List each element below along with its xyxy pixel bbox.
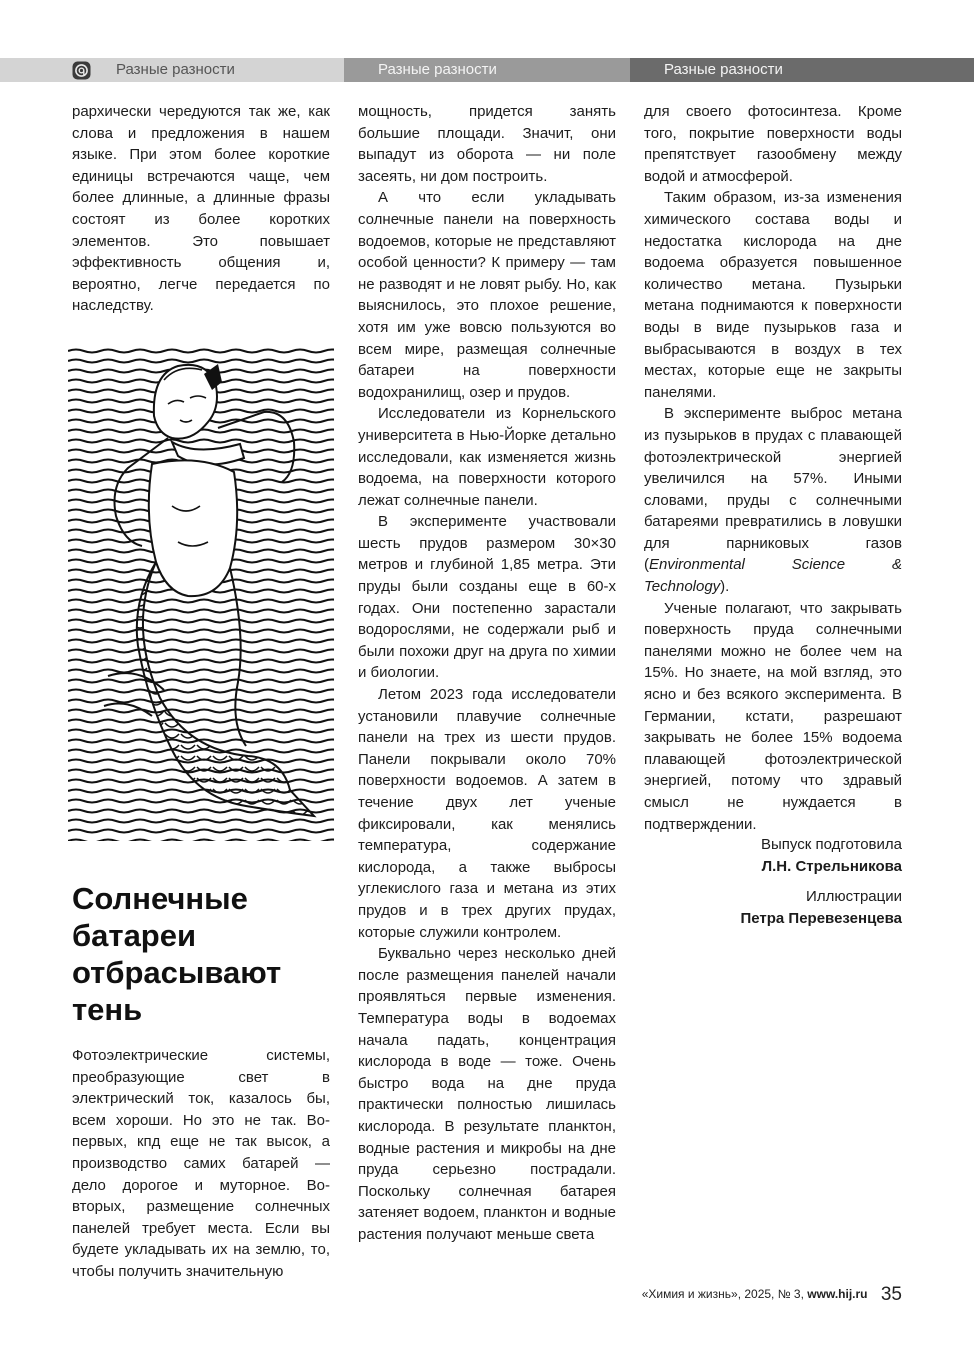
article-paragraph: Буквально через несколько дней после размещения панелей начали проявляться первые изменения. Температура воды в водоемах начала падать, концентрация кислорода в воде — тоже. Очень быстро вода на дне пруда практически полностью лишилась кислорода. В результате планктон, водные растения и микробы на дне пруда серьезно пострадали. Поскольку солнечная батарея затеняет водоем, планктон и водные растения получают меньше света <box>358 945 616 1243</box>
credits-prepared <box>644 834 902 877</box>
page-number: 35 <box>880 1284 902 1305</box>
column-1-bottom <box>72 1045 330 1283</box>
article-paragraph: Ученые полагают, что закрывать поверхность пруда солнечными панелями можно не более чем на 15%. Но знаете, на мой взгляд, это ясно и без всякого эксперимента. В Германии, кстати, разрешают закрывать не более 15% водоема плавающей фотоэлектрической энергией, потому что здравый смысл не нуждается в подтверждении. <box>644 599 902 833</box>
credits-illustrations <box>644 886 902 929</box>
article-paragraph: для своего фотосинтеза. Кроме того, покрытие поверхности воды препятствует газообмену между водой и атмосферой. <box>644 103 902 185</box>
article-paragraph: рархически чередуются так же, как слова и предложения в нашем языке. При этом более короткие единицы встречаются чаще, чем более длинные, а длинные фразы состоят из более коротких элементов. Это повышает эффективность общения и, вероятно, легче передается по наследству. <box>72 103 330 315</box>
section-header <box>0 58 974 82</box>
journal-logo-icon <box>72 61 91 80</box>
article-paragraph: Таким образом, из-за изменения химического состава воды и недостатка кислорода на дне водоема образуется повышенное количество метана. Пузырьки метана поднимаются к поверхности воды в виде пузырьков газа и выбрасываются в воздух в тех местах, которые еще не закрыты панелями. <box>644 189 902 401</box>
paragraph-text: ). <box>720 578 730 596</box>
column-3 <box>644 101 902 835</box>
credit-role: Иллюстрации <box>806 888 902 905</box>
article-paragraph: Фотоэлектрические системы, преобразующие свет в электрический ток, казалось бы, всем хороши. Но это не так. Во-первых, кпд еще не так высок, а производство самих батарей — дело дорогое и муторное. Во-вторых, размещение солнечных панелей требует места. Если вы будете укладывать их на землю, то, чтобы получить значительную <box>72 1047 330 1280</box>
journal-url: www.hij.ru <box>807 1287 868 1301</box>
paragraph-text: В эксперименте выброс метана из пузырьков в прудах с плавающей фотоэлектрической энергией увеличился на 57%. Иными словами, пруды с солнечными батареями превратились в ловушки для парниковых газов ( <box>644 405 902 574</box>
section-label-middle: Разные разности <box>344 58 630 82</box>
article-paragraph <box>644 403 902 597</box>
journal-citation: «Химия и жизнь», 2025, № 3, <box>641 1287 804 1301</box>
article-paragraph: В эксперименте участвовали шесть прудов размером 30×30 метров и глубиной 1,85 метра. Эти пруды были созданы еще в 60-х годах. Они постепенно зарастали водорослями, не содержали рыб и были похожи друг на друга по химии и биологии. <box>358 513 616 682</box>
article-paragraph: А что если укладывать солнечные панели на поверхность водоемов, которые не представляют особой ценности? К примеру — там не разводят и не ловят рыбу. Но, как выяснилось, это плохое решение, хотя им уже вовсю пользуются во всем мире, размещая солнечные батареи на поверхности водохранилищ, озер и прудов. <box>358 189 616 401</box>
article-paragraph: мощность, придется занять большие площади. Значит, они выпадут из оборота — ни поле засеять, ни дом построить. <box>358 103 616 185</box>
article-title: Солнечные батареи отбрасывают тень <box>72 881 282 1027</box>
article-paragraph: Исследователи из Корнельского университета в Нью-Йорке детально исследовали, как изменяется жизнь водоема, на поверхности которого лежат солнечные панели. <box>358 405 616 509</box>
source-citation: Environmental Science & Technology <box>644 556 902 596</box>
credit-role: Выпуск подготовила <box>761 836 902 853</box>
column-1-top <box>72 101 330 317</box>
article-paragraph: Летом 2023 года исследователи установили плавучие солнечные панели на трех из шести прудов. Панели покрывали около 70% поверхности водоемов. А затем в течение двух лет ученые фиксировали, как менялись температура, содержание кислорода, а также выбросы углекислого газа и метана из этих прудов и в трех других прудах, которые служили контролем. <box>358 686 616 941</box>
section-label-right: Разные разности <box>630 58 974 82</box>
section-label-left: Разные разности <box>0 58 344 82</box>
credit-name: Петра Перевезенцева <box>740 909 902 927</box>
mermaid-illustration <box>68 346 334 841</box>
column-2 <box>358 101 616 1245</box>
page-footer <box>642 1284 902 1305</box>
credit-name: Л.Н. Стрельникова <box>761 857 902 875</box>
